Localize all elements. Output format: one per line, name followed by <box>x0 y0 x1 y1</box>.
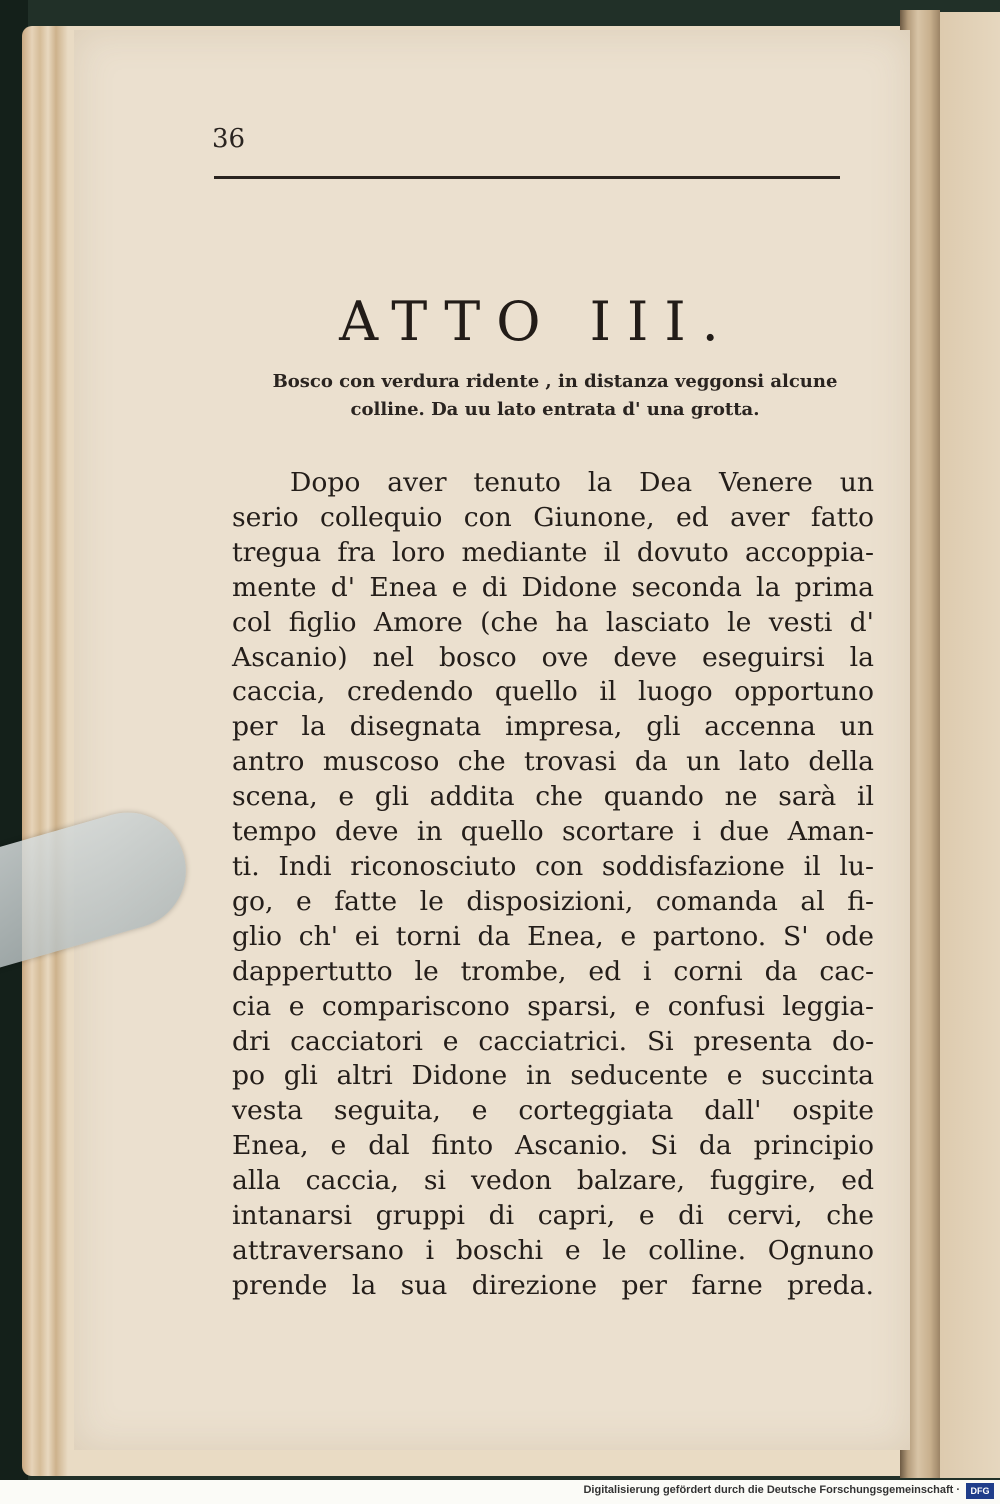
body-line: tregua fra loro mediante il dovuto accoppia- <box>232 536 874 568</box>
funding-notice: Digitalisierung gefördert durch die Deutsche Forschungsgemeinschaft · <box>583 1484 960 1496</box>
body-line: attraversano i boschi e le colline. Ognuno <box>232 1234 874 1266</box>
body-line: mente d' Enea e di Didone seconda la prima <box>232 571 874 603</box>
body-line: caccia, credendo quello il luogo opportuno <box>232 676 874 708</box>
body-line: col figlio Amore (che ha lasciato le vesti d' <box>232 606 874 638</box>
body-line: prende la sua direzione per farne preda. <box>232 1269 874 1301</box>
body-line: serio collequio con Giunone, ed aver fatto <box>232 501 874 533</box>
body-line: Dopo aver tenuto la Dea Venere un <box>290 467 874 498</box>
body-line: cia e compariscono sparsi, e confusi leggia- <box>232 990 874 1022</box>
body-line: vesta seguita, e corteggiata dall' ospite <box>232 1095 874 1127</box>
facing-page-edge <box>932 12 1000 1478</box>
act-title: ATTO III. <box>339 290 735 353</box>
body-line: glio ch' ei torni da Enea, e partono. S' ode <box>232 920 874 952</box>
body-paragraph <box>232 466 874 1304</box>
body-line: dri cacciatori e cacciatrici. Si presenta do- <box>232 1025 874 1057</box>
scene-description-line: colline. Da uu lato entrata d' una grotta. <box>350 398 760 420</box>
header-rule <box>214 176 840 179</box>
body-line: tempo deve in quello scortare i due Aman- <box>232 816 874 848</box>
body-line: Ascanio) nel bosco ove deve eseguirsi la <box>232 641 874 673</box>
scene-description-line: Bosco con verdura ridente , in distanza veggonsi alcune <box>272 371 838 392</box>
body-line: alla caccia, si vedon balzare, fuggire, ed <box>232 1165 874 1197</box>
body-line: dappertutto le trombe, ed i corni da cac- <box>232 955 874 987</box>
body-line: intanarsi gruppi di capri, e di cervi, che <box>232 1200 874 1232</box>
body-line: go, e fatte le disposizioni, comanda al fi- <box>232 885 874 917</box>
footer-bar <box>0 1480 1000 1504</box>
scene-description <box>230 368 880 424</box>
body-line: antro muscoso che trovasi da un lato della <box>232 746 874 778</box>
body-line: po gli altri Didone in seducente e succinta <box>232 1060 874 1092</box>
body-line: per la disegnata impresa, gli accenna un <box>232 711 874 743</box>
dfg-logo-icon: DFG <box>966 1483 994 1499</box>
page-number: 36 <box>212 124 246 154</box>
body-line: Enea, e dal finto Ascanio. Si da principio <box>232 1130 874 1162</box>
body-line: ti. Indi riconosciuto con soddisfazione il lu- <box>232 850 874 882</box>
body-line: scena, e gli addita che quando ne sarà il <box>232 781 874 813</box>
